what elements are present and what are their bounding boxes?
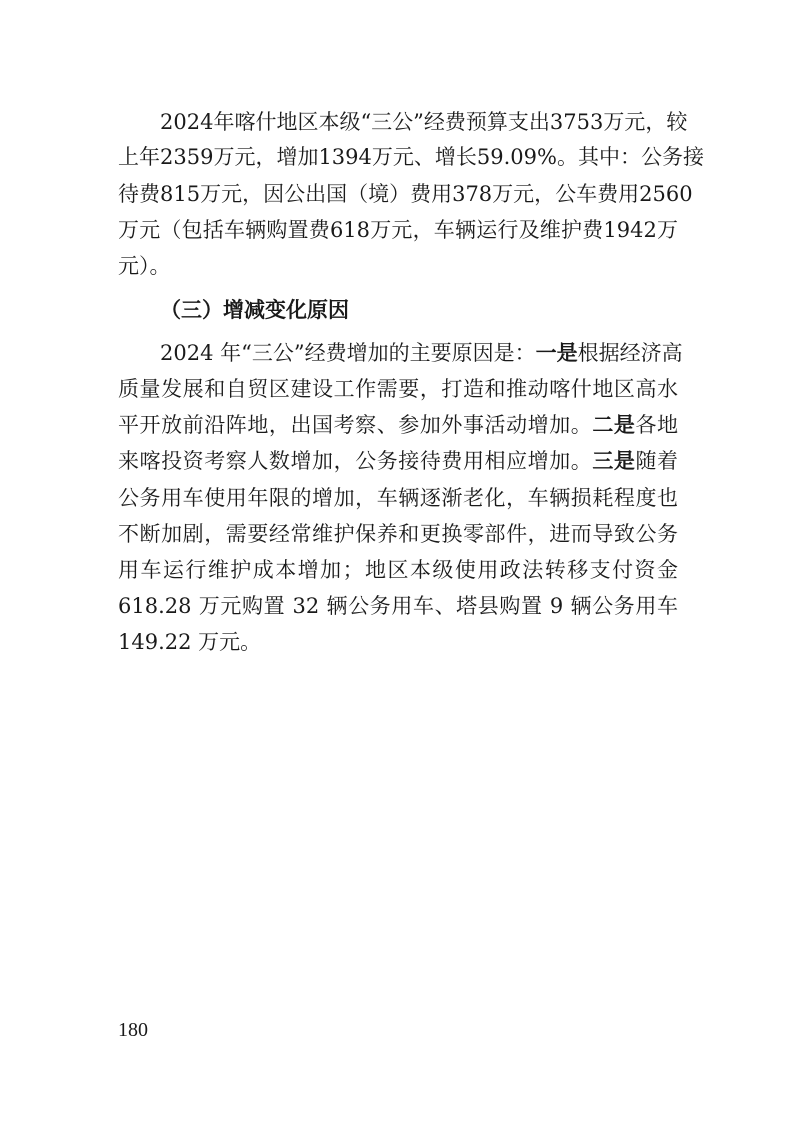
paragraph2-line4-text-end: 随着 [635,449,679,473]
paragraph2-line1-text: 2024 年“三公”经费增加的主要原因是： [160,341,536,365]
paragraph2-line4-text: 来喀投资考察人数增加，公务接待费用相应增加。 [118,449,593,473]
paragraph2-line3-text: 平开放前沿阵地，出国考察、参加外事活动增加。 [118,413,593,437]
paragraph1-line1: 2024年喀什地区本级“三公”经费预算支出3753万元，较 [160,110,688,134]
paragraph2-line2: 质量发展和自贸区建设工作需要，打造和推动喀什地区高水 [118,377,678,401]
paragraph1-line5: 元）。 [118,254,171,278]
paragraph1-line2: 上年2359万元，增加1394万元、增长59.09%。其中：公务接 [118,145,704,169]
paragraph2-line9: 149.22 万元。 [118,630,262,654]
section-heading: （三）增减变化原因 [160,298,349,322]
paragraph2-line1 [160,339,683,367]
paragraph2-emphasis-second: 二是 [592,413,636,437]
paragraph2-line3 [118,411,678,439]
paragraph1-line4: 万元（包括车辆购置费618万元，车辆运行及维护费1942万 [118,218,678,242]
page-number: 180 [118,1019,148,1041]
paragraph2-line3-text-end: 各地 [635,413,679,437]
paragraph2-line5: 公务用车使用年限的增加，车辆逐渐老化，车辆损耗程度也 [118,486,678,510]
paragraph2-line1-text-end: 根据经济高 [577,341,683,365]
paragraph1-line3: 待费815万元，因公出国（境）费用378万元，公车费用2560 [118,182,693,206]
paragraph2-emphasis-third: 三是 [592,449,636,473]
paragraph2-line6: 不断加剧，需要经常维护保养和更换零部件，进而导致公务 [118,522,678,546]
paragraph2-line7: 用车运行维护成本增加；地区本级使用政法转移支付资金 [118,558,678,582]
paragraph2-line8: 618.28 万元购置 32 辆公务用车、塔县购置 9 辆公务用车 [118,594,678,618]
paragraph2-line4 [118,447,678,475]
paragraph2-emphasis-first: 一是 [535,341,578,365]
